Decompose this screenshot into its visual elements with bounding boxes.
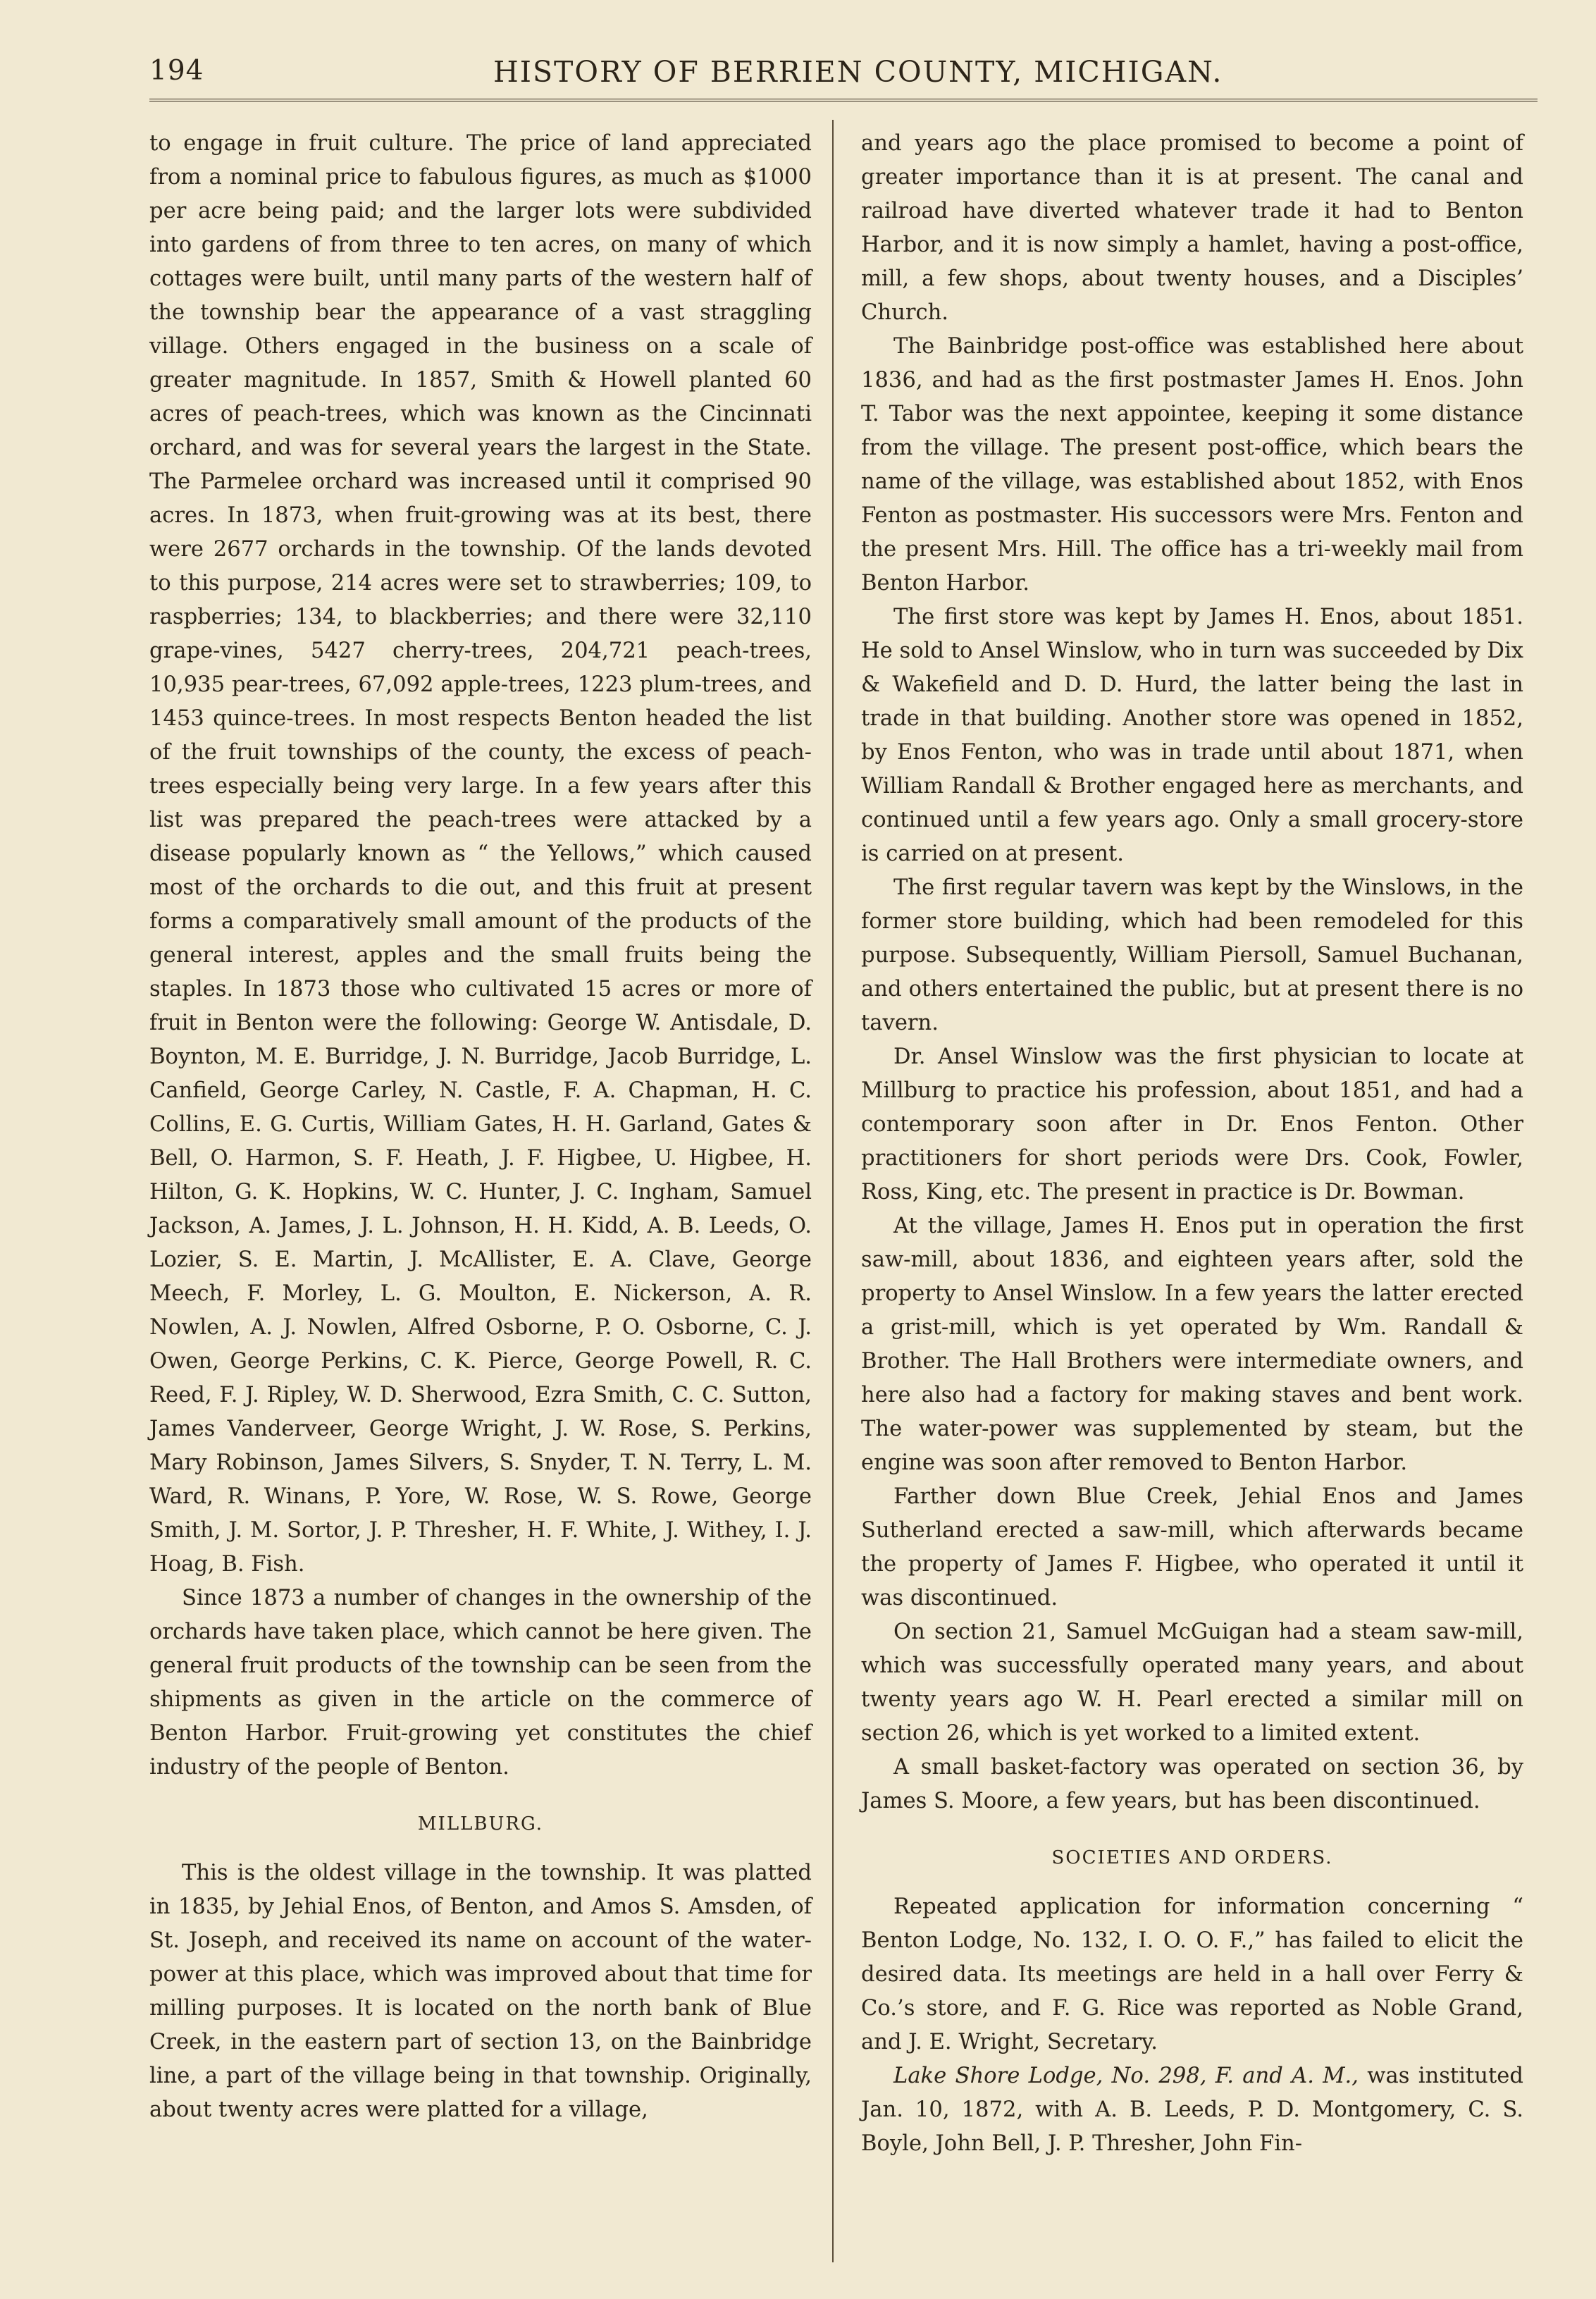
paragraph: Farther down Blue Creek, Jehial Enos and James Sutherland erected a saw-mill, which afterwards became the property of James F. Higbee, who operated it until it was discontinued. <box>861 1484 1523 1610</box>
section-heading-societies: SOCIETIES AND ORDERS. <box>1051 1847 1333 1868</box>
paragraph: A small basket-factory was operated on section 36, by James S. Moore, a few years, but has been discontinued. <box>861 1755 1523 1813</box>
paragraph: Repeated application for information concerning “ Benton Lodge, No. 132, I. O. O. F.,” has failed to elicit the desired data. Its meetings are held in a hall over Ferry & Co.’s store, and F. G. Rice was reported as Noble Grand, and J. E. Wright, Secretary. <box>861 1894 1523 2054</box>
page-number: 194 <box>149 55 204 87</box>
running-head: HISTORY OF BERRIEN COUNTY, MICHIGAN. <box>493 55 1223 89</box>
paragraph: The first regular tavern was kept by the Winslows, in the former store building, which had been remodeled for this purpose. Subsequently, William Piersoll, Samuel Buchanan, and others entertained the public, but at present there is no tavern. <box>861 875 1523 1035</box>
lodge-name-italic: Lake Shore Lodge, No. 298, F. and A. M., <box>893 2064 1359 2088</box>
paragraph: On section 21, Samuel McGuigan had a steam saw-mill, which was successfully operated many years, and about twenty years ago W. H. Pearl erected a similar mill on section 26, which is yet worked to a limited extent. <box>861 1620 1523 1746</box>
section-heading-millburg: MILLBURG. <box>417 1813 544 1835</box>
lodge-text: was instituted Jan. 10, 1872, with A. B. Leeds, P. D. Montgomery, C. S. Boyle, John Bell, J. P. Thresher, John Fin- <box>861 2064 1523 2156</box>
left-column <box>149 127 812 2127</box>
paragraph: Since 1873 a number of changes in the ownership of the orchards have taken place, which cannot be here given. The general fruit products of the township can be seen from the shipments as given in the article on the commerce of Benton Harbor. Fruit-growing yet constitutes the chief industry of the people of Benton. <box>149 1586 812 1780</box>
paragraph <box>861 2059 1523 2161</box>
right-column <box>861 127 1523 2161</box>
column-divider <box>832 120 834 2262</box>
paragraph: and years ago the place promised to become a point of greater importance than it is at present. The canal and railroad have diverted whatever trade it had to Benton Harbor, and it is now simply a hamlet, having a post-office, mill, a few shops, about twenty houses, and a Disciples’ Church. <box>861 131 1523 325</box>
header-rule <box>149 99 1538 104</box>
paragraph: to engage in fruit culture. The price of land appreciated from a nominal price to fabulous figures, as much as $1000 per acre being paid; and the larger lots were subdivided into gardens of from three to ten acres, on many of which cottages were built, until many parts of the western half of the township bear the appearance of a vast straggling village. Others engaged in the business on a scale of greater magnitude. In 1857, Smith & Howell planted 60 acres of peach-trees, which was known as the Cincinnati orchard, and was for several years the largest in the State. The Parmelee orchard was increased until it comprised 90 acres. In 1873, when fruit-growing was at its best, there were 2677 orchards in the township. Of the lands devoted to this purpose, 214 acres were set to strawberries; 109, to raspberries; 134, to blackberries; and there were 32,110 grape-vines, 5427 cherry-trees, 204,721 peach-trees, 10,935 pear-trees, 67,092 apple-trees, 1223 plum-trees, and 1453 quince-trees. In most respects Benton headed the list of the fruit townships of the county, the excess of peach-trees especially being very large. In a few years after this list was prepared the peach-trees were attacked by a disease popularly known as “ the Yellows,” which caused most of the orchards to die out, and this fruit at present forms a comparatively small amount of the products of the general interest, apples and the small fruits being the staples. In 1873 those who cultivated 15 acres or more of fruit in Benton were the following: George W. Antisdale, D. Boynton, M. E. Burridge, J. N. Burridge, Jacob Burridge, L. Canfield, George Carley, N. Castle, F. A. Chapman, H. C. Collins, E. G. Curtis, William Gates, H. H. Garland, Gates & Bell, O. Harmon, S. F. Heath, J. F. Higbee, U. Higbee, H. Hilton, G. K. Hopkins, W. C. Hunter, J. C. Ingham, Samuel Jackson, A. James, J. L. Johnson, H. H. Kidd, A. B. Leeds, O. Lozier, S. E. Martin, J. McAllister, E. A. Clave, George Meech, F. Morley, L. G. Moulton, E. Nickerson, A. R. Nowlen, A. J. Nowlen, Alfred Osborne, P. O. Osborne, C. J. Owen, George Perkins, C. K. Pierce, George Powell, R. C. Reed, F. J. Ripley, W. D. Sherwood, Ezra Smith, C. C. Sutton, James Vanderveer, George Wright, J. W. Rose, S. Perkins, Mary Robinson, James Silvers, S. Snyder, T. N. Terry, L. M. Ward, R. Winans, P. Yore, W. Rose, W. S. Rowe, George Smith, J. M. Sortor, J. P. Thresher, H. F. White, J. Withey, I. J. Hoag, B. Fish. <box>149 131 812 1577</box>
paragraph: At the village, James H. Enos put in operation the first saw-mill, about 1836, and eighteen years after, sold the property to Ansel Winslow. In a few years the latter erected a grist-mill, which is yet operated by Wm. Randall & Brother. The Hall Brothers were intermediate owners, and here also had a factory for making staves and bent work. The water-power was supplemented by steam, but the engine was soon after removed to Benton Harbor. <box>861 1214 1523 1475</box>
paragraph: This is the oldest village in the township. It was platted in 1835, by Jehial Enos, of Benton, and Amos S. Amsden, of St. Joseph, and received its name on account of the water-power at this place, which was improved about that time for milling purposes. It is located on the north bank of Blue Creek, in the eastern part of section 13, on the Bainbridge line, a part of the village being in that township. Originally, about twenty acres were platted for a village, <box>149 1861 812 2122</box>
paragraph: The Bainbridge post-office was established here about 1836, and had as the first postmaster James H. Enos. John T. Tabor was the next appointee, keeping it some distance from the village. The present post-office, which bears the name of the village, was established about 1852, with Enos Fenton as postmaster. His successors were Mrs. Fenton and the present Mrs. Hill. The office has a tri-weekly mail from Benton Harbor. <box>861 334 1523 596</box>
paragraph: The first store was kept by James H. Enos, about 1851. He sold to Ansel Winslow, who in turn was succeeded by Dix & Wakefield and D. D. Hurd, the latter being the last in trade in that building. Another store was opened in 1852, by Enos Fenton, who was in trade until about 1871, when William Randall & Brother engaged here as merchants, and continued until a few years ago. Only a small grocery-store is carried on at present. <box>861 605 1523 866</box>
paragraph: Dr. Ansel Winslow was the first physician to locate at Millburg to practice his profession, about 1851, and had a contemporary soon after in Dr. Enos Fenton. Other practitioners for short periods were Drs. Cook, Fowler, Ross, King, etc. The present in practice is Dr. Bowman. <box>861 1044 1523 1204</box>
